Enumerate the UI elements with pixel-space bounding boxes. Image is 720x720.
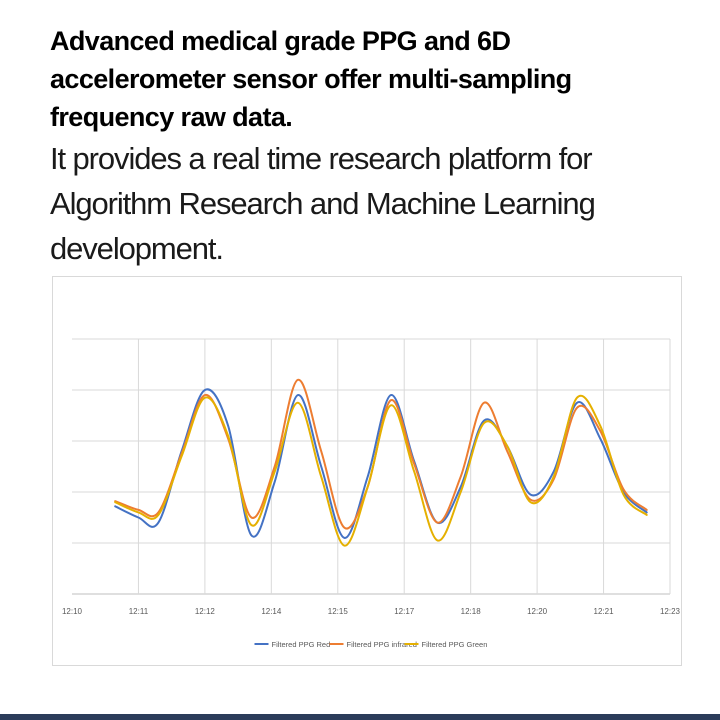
x-tick-label: 12:21: [593, 607, 614, 616]
chart-area: [52, 276, 682, 666]
headline: Advanced medical grade PPG and 6D accelerometer sensor offer multi-sampling frequency raw data.: [50, 26, 572, 132]
x-tick-label: 12:20: [527, 607, 548, 616]
x-tick-label: 12:14: [261, 607, 282, 616]
subline: It provides a real time research platform for Algorithm Research and Machine Learning development.: [50, 141, 595, 266]
legend-label: Filtered PPG Green: [421, 640, 488, 649]
x-tick-label: 12:15: [327, 607, 348, 616]
x-tick-label: 12:17: [394, 607, 415, 616]
bottom-bar: [0, 714, 720, 720]
ppg-line-chart: [53, 277, 681, 665]
x-tick-label: 12:10: [61, 607, 83, 616]
x-tick-label: 12:12: [194, 607, 215, 616]
x-tick-label: 12:18: [460, 607, 481, 616]
series-line-filtered-ppg-infrared: [115, 380, 647, 529]
x-tick-label: 12:11: [128, 607, 149, 616]
x-tick-label: 12:23: [659, 607, 681, 616]
legend-label: Filtered PPG Red: [271, 640, 331, 649]
legend-label: Filtered PPG infrared: [346, 640, 417, 649]
